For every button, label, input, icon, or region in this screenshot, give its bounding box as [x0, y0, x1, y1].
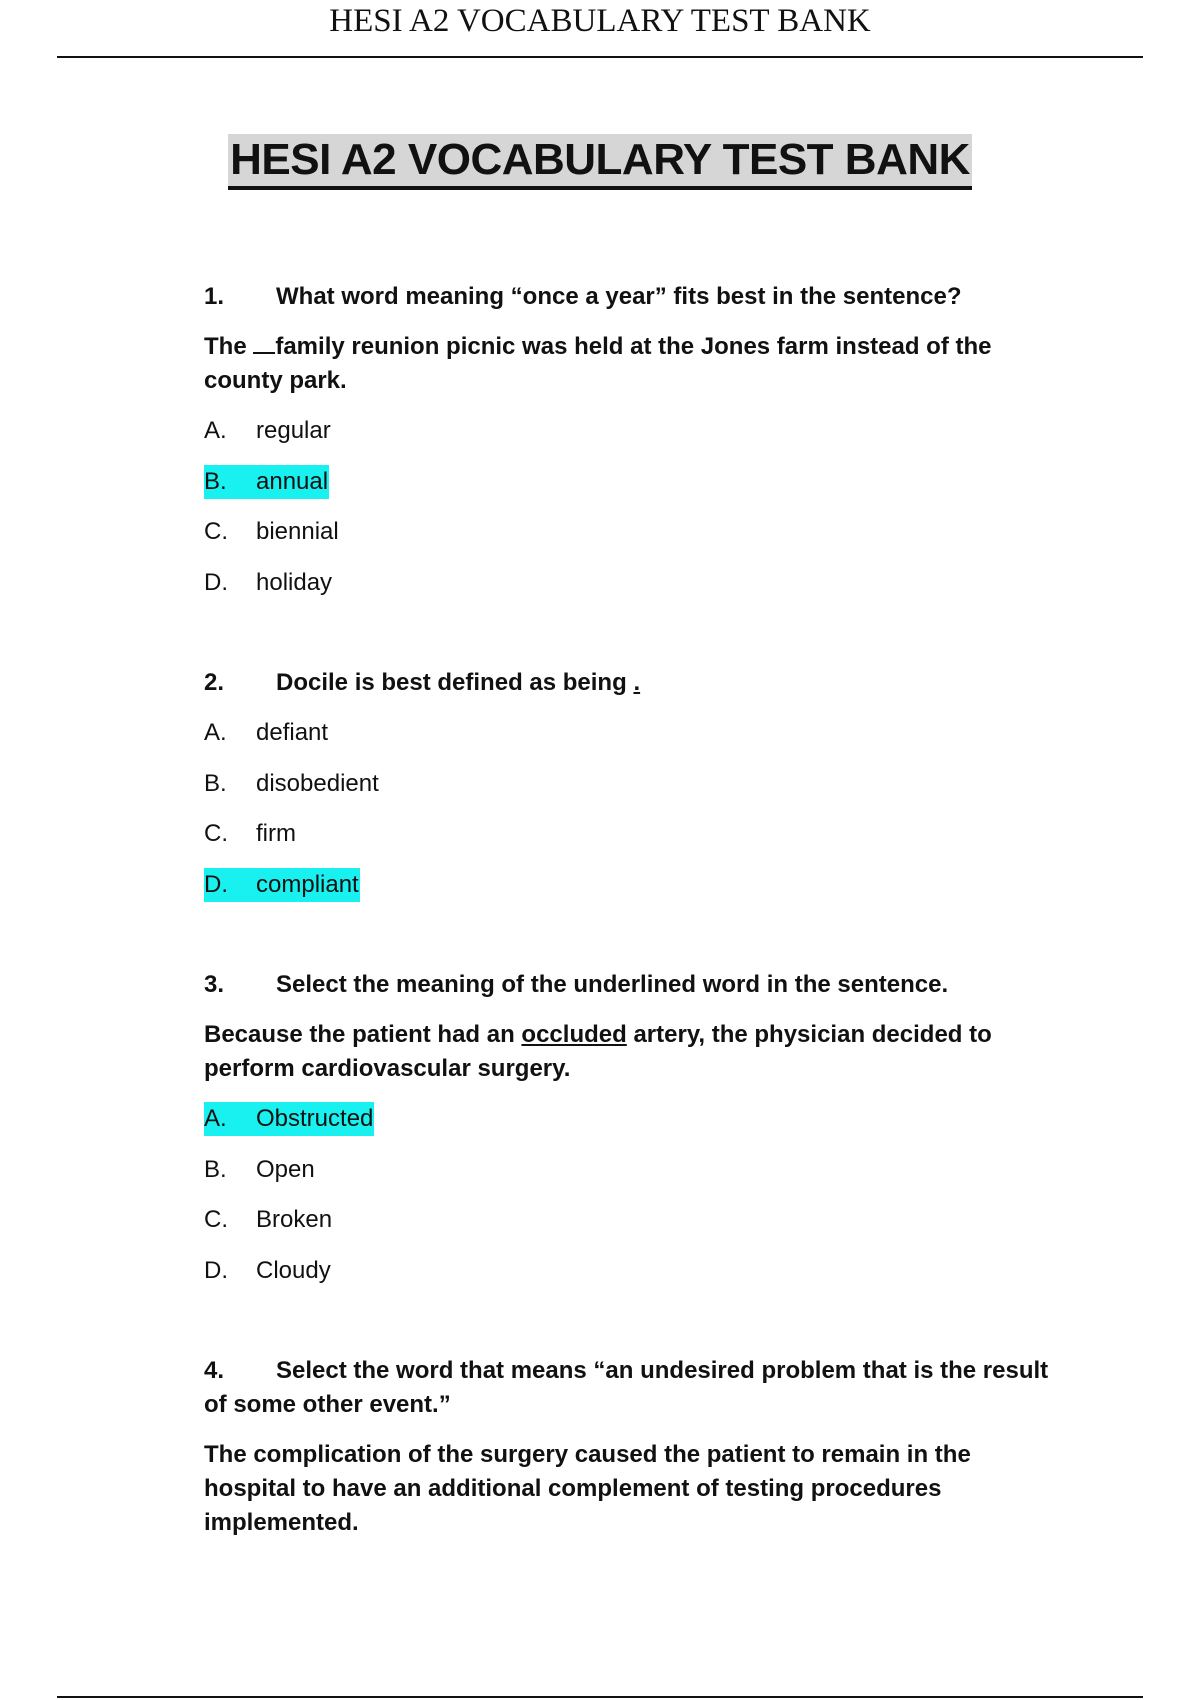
question-3 [204, 968, 1064, 1288]
option-letter: B. [204, 467, 227, 495]
question-4-stem: The complication of the surgery caused the patient to remain in the hospital to have an additional complement of testing procedures implemented. [204, 1441, 971, 1536]
option-letter: D. [204, 870, 228, 898]
question-1-stem [204, 330, 1064, 398]
answer-blank [253, 330, 275, 354]
question-3-number: 3. [204, 971, 225, 998]
question-1-number: 1. [204, 283, 225, 310]
option-letter: C. [204, 820, 228, 847]
option-text: disobedient [256, 769, 379, 797]
question-2-suffix: . [633, 669, 641, 696]
header-rule [57, 56, 1143, 58]
question-2-option-a[interactable] [204, 716, 1064, 750]
question-2-text: Docile is best defined as being [276, 669, 627, 696]
question-3-option-c[interactable] [204, 1203, 1064, 1237]
answer-highlight [204, 465, 329, 499]
question-3-stem-part1: Because the patient had an [204, 1021, 515, 1048]
document-title-wrap [0, 134, 1200, 190]
option-letter: C. [204, 518, 228, 545]
option-letter: A. [204, 719, 227, 746]
question-1-option-a[interactable] [204, 414, 1064, 448]
question-3-option-b[interactable] [204, 1153, 1064, 1187]
question-2-option-b[interactable] [204, 767, 1064, 801]
question-3-option-a-correct[interactable] [204, 1102, 1064, 1136]
answer-highlight [204, 868, 360, 902]
option-letter: D. [204, 568, 228, 596]
question-1-option-d[interactable] [204, 566, 1064, 600]
underlined-word: occluded [521, 1021, 627, 1048]
answer-highlight [204, 1102, 374, 1136]
question-3-text: Select the meaning of the underlined word in the sentence. [276, 971, 949, 998]
question-1-option-c[interactable] [204, 515, 1064, 549]
option-letter: C. [204, 1206, 228, 1233]
footer-rule [57, 1696, 1143, 1698]
question-4-prompt [204, 1354, 1064, 1422]
question-1 [204, 280, 1064, 600]
question-3-prompt [204, 968, 1064, 1002]
option-letter: B. [204, 769, 227, 797]
question-list [204, 280, 1064, 1556]
question-3-stem [204, 1018, 1064, 1086]
spacer [204, 918, 1064, 968]
running-header: HESI A2 VOCABULARY TEST BANK [329, 3, 871, 39]
option-text: Cloudy [256, 1256, 331, 1284]
question-4-text: Select the word that means “an undesired problem that is the result of some other event.” [204, 1357, 1049, 1418]
option-text: biennial [256, 518, 339, 545]
option-text: compliant [256, 870, 359, 898]
spacer [204, 1304, 1064, 1354]
question-1-prompt [204, 280, 1064, 314]
question-1-text: What word meaning “once a year” fits best in the sentence? [276, 283, 962, 310]
option-text: defiant [256, 719, 329, 746]
option-text: Open [256, 1155, 315, 1183]
option-text: Obstructed [256, 1105, 374, 1132]
question-3-stem-part2: artery, the physician decided to perform cardiovascular surgery. [204, 1021, 992, 1082]
question-1-stem-part2: family reunion picnic was held at the Jones farm instead of the county park. [204, 333, 992, 394]
option-text: regular [256, 417, 331, 444]
option-text: firm [256, 820, 296, 847]
option-letter: B. [204, 1155, 227, 1183]
option-letter: A. [204, 1105, 227, 1132]
question-2-option-c[interactable] [204, 817, 1064, 851]
question-2-number: 2. [204, 669, 225, 696]
option-text: annual [256, 467, 329, 495]
document-title: HESI A2 VOCABULARY TEST BANK [228, 134, 972, 190]
question-4 [204, 1354, 1064, 1540]
question-1-option-b-correct[interactable] [204, 465, 1064, 499]
question-4-number: 4. [204, 1357, 225, 1384]
question-3-option-d[interactable] [204, 1254, 1064, 1288]
option-letter: A. [204, 417, 227, 444]
option-text: Broken [256, 1206, 333, 1233]
spacer [204, 616, 1064, 666]
option-letter: D. [204, 1256, 228, 1284]
question-2-option-d-correct[interactable] [204, 868, 1064, 902]
question-1-stem-part1: The [204, 333, 247, 360]
question-2-prompt [204, 666, 1064, 700]
question-2 [204, 666, 1064, 902]
option-text: holiday [256, 568, 333, 596]
